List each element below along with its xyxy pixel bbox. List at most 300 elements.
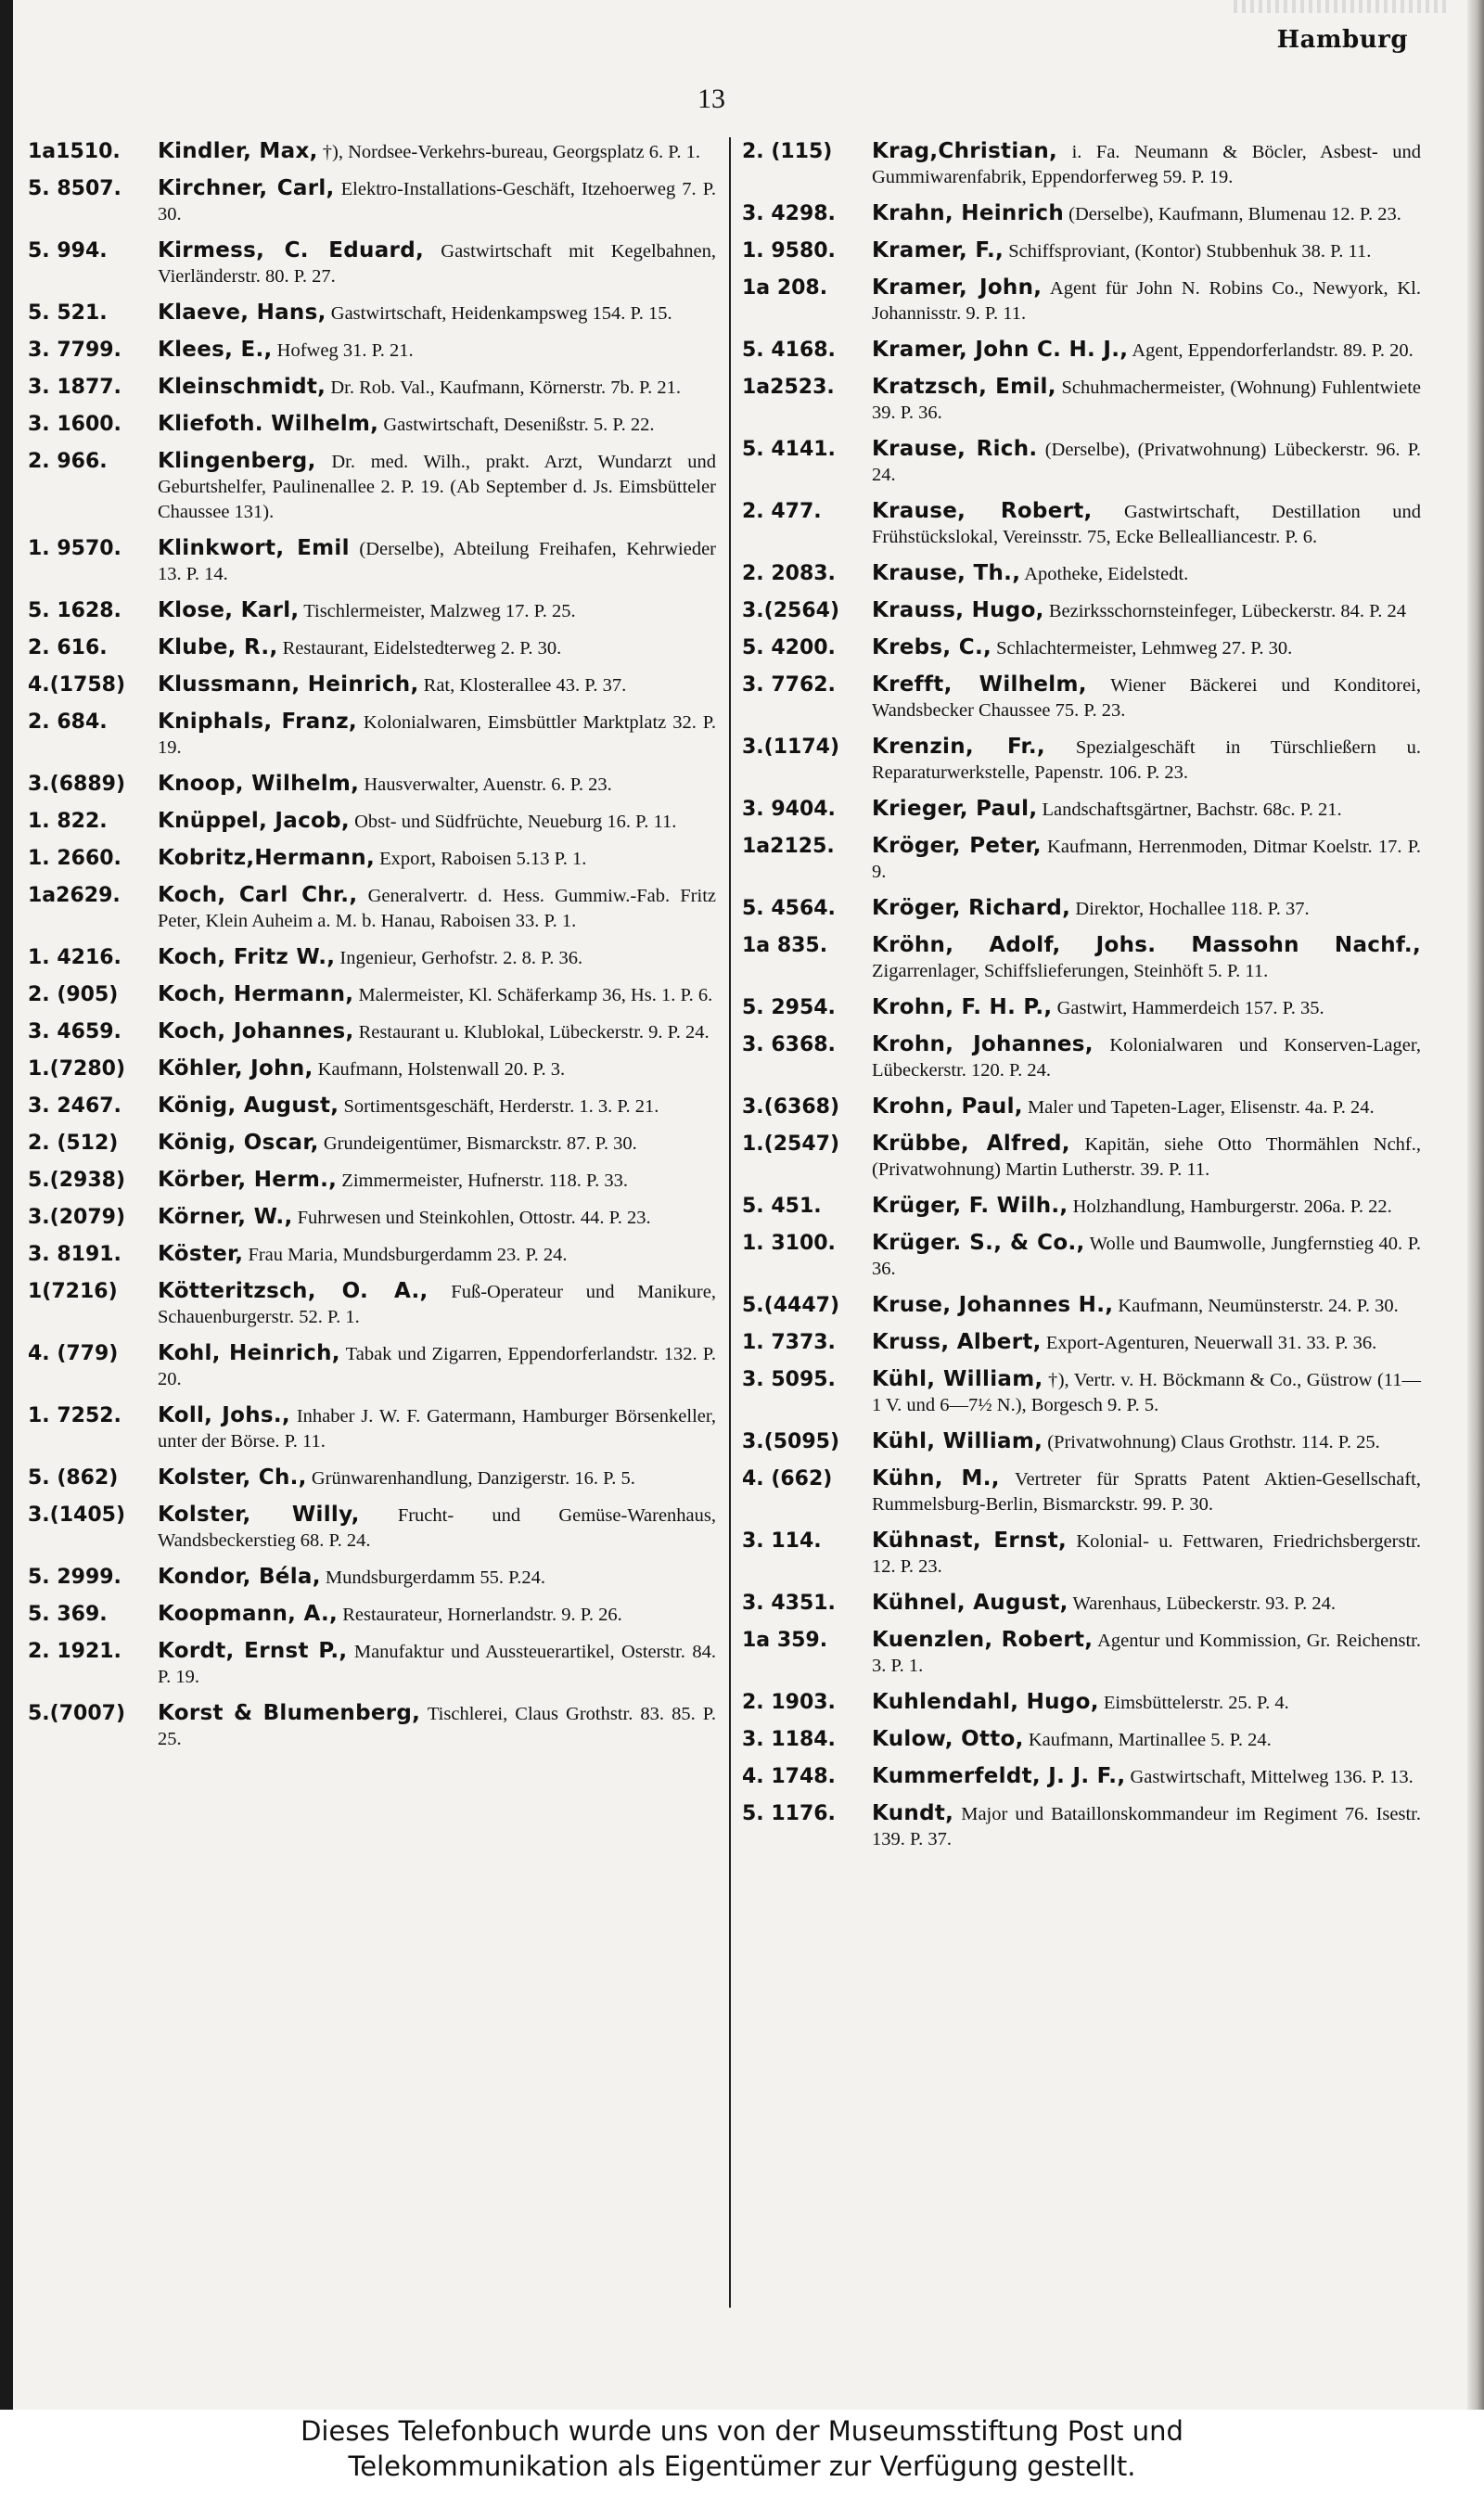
phone-number: 5. 4564. xyxy=(742,897,836,920)
directory-entry xyxy=(28,176,716,227)
subscriber-name: Kordt, Ernst P., xyxy=(158,1639,348,1663)
phone-number: 3.(2564) xyxy=(742,599,840,622)
entry-body xyxy=(872,1764,1421,1790)
entry-details: Kapitän, siehe Otto Thormählen Nchf., (Privatwohnung) Martin Lutherstr. 39. P. 11. xyxy=(872,1134,1421,1180)
phone-number: 2. 684. xyxy=(28,710,108,734)
directory-entry xyxy=(28,375,716,401)
phone-number: 1a 835. xyxy=(742,934,828,957)
directory-entry xyxy=(742,1367,1421,1418)
subscriber-name: Kobritz,Hermann, xyxy=(158,846,375,870)
subscriber-name: Kramer, F., xyxy=(872,238,1004,262)
running-head: Hamburg xyxy=(1276,26,1408,54)
entry-body xyxy=(872,201,1421,227)
entry-details: Eimsbüttelerstr. 25. P. 4. xyxy=(1098,1693,1289,1713)
phone-number: 5. 1628. xyxy=(28,599,122,622)
entry-body xyxy=(872,896,1421,922)
entry-body xyxy=(158,1168,716,1194)
phone-number: 1. 9570. xyxy=(28,537,122,560)
subscriber-name: Klinkwort, Emil xyxy=(158,536,350,560)
entry-details: Wiener Bäckerei und Konditorei, Wandsbecker Chaussee 75. P. 23. xyxy=(872,675,1421,721)
entry-details: Tabak und Zigarren, Eppendorferlandstr. 132. P. 20. xyxy=(158,1344,716,1389)
entry-details: Export-Agenturen, Neuerwall 31. 33. P. 36. xyxy=(1041,1333,1377,1353)
subscriber-name: Kühnast, Ernst, xyxy=(872,1529,1068,1553)
phone-number: 5. 451. xyxy=(742,1195,822,1218)
phone-number: 3.(2079) xyxy=(28,1206,126,1229)
subscriber-name: Kliefoth. Wilhelm, xyxy=(158,412,379,436)
directory-entry xyxy=(28,536,716,587)
subscriber-name: Kuenzlen, Robert, xyxy=(872,1628,1094,1652)
directory-entry xyxy=(742,1293,1421,1319)
phone-number: 2. 1921. xyxy=(28,1640,122,1663)
entry-details: Schlachtermeister, Lehmweg 27. P. 30. xyxy=(991,638,1293,659)
phone-number: 5. 994. xyxy=(28,239,108,262)
entry-body xyxy=(158,945,716,971)
entry-details: Kaufmann, Holstenwall 20. P. 3. xyxy=(313,1059,566,1080)
phone-number: 1. 4216. xyxy=(28,946,122,969)
entry-body xyxy=(872,1293,1421,1319)
entry-body xyxy=(158,710,716,761)
entry-body xyxy=(872,635,1421,661)
subscriber-name: Krohn, F. H. P., xyxy=(872,995,1053,1019)
subscriber-name: König, August, xyxy=(158,1094,339,1118)
phone-number: 1a1510. xyxy=(28,140,121,163)
subscriber-name: Koopmann, A., xyxy=(158,1602,339,1626)
directory-entry xyxy=(742,933,1421,984)
phone-number: 3. 1877. xyxy=(28,376,122,399)
phone-number: 2. (905) xyxy=(28,983,119,1006)
bleed-through xyxy=(1234,0,1447,13)
phone-number: 3. 5095. xyxy=(742,1368,836,1391)
phone-number: 3. 9404. xyxy=(742,798,836,821)
subscriber-name: Kirmess, C. Eduard, xyxy=(158,238,424,262)
subscriber-name: Knüppel, Jacob, xyxy=(158,809,350,833)
entry-details: Tischlermeister, Malzweg 17. P. 25. xyxy=(299,601,576,621)
entry-details: Hofweg 31. P. 21. xyxy=(272,340,414,361)
entry-body xyxy=(158,412,716,438)
directory-entry xyxy=(742,598,1421,624)
subscriber-name: Kötteritzsch, O. A., xyxy=(158,1279,429,1303)
entry-body xyxy=(872,1330,1421,1356)
entry-details: †), Nordsee-Verkehrs-bureau, Georgsplatz 6. P. 1. xyxy=(317,142,700,162)
footer-notice xyxy=(0,2410,1484,2495)
phone-number: 3. 114. xyxy=(742,1529,822,1553)
phone-number: 5. 369. xyxy=(28,1603,108,1626)
phone-number: 5. 2954. xyxy=(742,996,836,1019)
directory-entry xyxy=(28,1341,716,1392)
phone-number: 2. 966. xyxy=(28,450,108,473)
subscriber-name: Kühl, William, xyxy=(872,1367,1043,1391)
directory-entry xyxy=(742,1231,1421,1282)
subscriber-name: Kohl, Heinrich, xyxy=(158,1341,340,1365)
phone-number: 3.(6368) xyxy=(742,1095,840,1119)
directory-entry xyxy=(28,809,716,835)
subscriber-name: Kröger, Peter, xyxy=(872,834,1042,858)
entry-body xyxy=(158,672,716,698)
entry-details: Frau Maria, Mundsburgerdamm 23. P. 24. xyxy=(243,1245,568,1265)
entry-details: Mundsburgerdamm 55. P.24. xyxy=(320,1567,545,1588)
phone-number: 5. 521. xyxy=(28,301,108,325)
subscriber-name: Kruse, Johannes H., xyxy=(872,1293,1114,1317)
entry-body xyxy=(872,1466,1421,1517)
subscriber-name: Kratzsch, Emil, xyxy=(872,375,1056,399)
entry-body xyxy=(872,1032,1421,1083)
subscriber-name: Krebs, C., xyxy=(872,635,992,659)
subscriber-name: Kulow, Otto, xyxy=(872,1727,1024,1751)
page-edge-right xyxy=(1467,0,1484,2410)
entry-body xyxy=(872,797,1421,823)
entry-details: Frucht- und Gemüse-Warenhaus, Wandsbeckerstieg 68. P. 24. xyxy=(158,1505,716,1551)
phone-number: 5. 4141. xyxy=(742,438,836,461)
entry-body xyxy=(158,536,716,587)
phone-number: 3.(5095) xyxy=(742,1430,840,1453)
entry-details: Malermeister, Kl. Schäferkamp 36, Hs. 1. P. 6. xyxy=(353,985,713,1005)
subscriber-name: Krause, Th., xyxy=(872,561,1021,585)
phone-number: 5.(4447) xyxy=(742,1294,840,1317)
entry-details: Restaurant u. Klublokal, Lübeckerstr. 9. P. 24. xyxy=(353,1022,710,1043)
entry-body xyxy=(158,1503,716,1554)
directory-entry xyxy=(742,375,1421,426)
subscriber-name: Kröhn, Adolf, Johs. Massohn Nachf., xyxy=(872,933,1421,957)
entry-body xyxy=(158,1279,716,1330)
phone-number: 2. 2083. xyxy=(742,562,836,585)
entry-body xyxy=(872,1529,1421,1580)
entry-body xyxy=(158,1701,716,1752)
entry-details: Tischlerei, Claus Grothstr. 83. 85. P. 25. xyxy=(158,1704,716,1749)
phone-number: 5. 4200. xyxy=(742,636,836,659)
entry-details: Kolonial- u. Fettwaren, Friedrichsbergerstr. 12. P. 23. xyxy=(872,1531,1421,1577)
entry-details: Generalvertr. d. Hess. Gummiw.-Fab. Fritz Peter, Klein Auheim a. M. b. Hanau, Raboisen 33. P. 1. xyxy=(158,886,716,931)
directory-entry xyxy=(28,1503,716,1554)
subscriber-name: Krübbe, Alfred, xyxy=(872,1132,1070,1156)
phone-number: 1.(7280) xyxy=(28,1057,126,1081)
entry-body xyxy=(158,1056,716,1082)
directory-entry xyxy=(742,1591,1421,1617)
entry-details: Dr. Rob. Val., Kaufmann, Körnerstr. 7b. P. 21. xyxy=(326,377,682,398)
entry-body xyxy=(158,301,716,326)
phone-number: 3. 1184. xyxy=(742,1728,836,1751)
entry-details: Gastwirtschaft, Mittelweg 136. P. 13. xyxy=(1125,1767,1414,1787)
phone-number: 1. 7252. xyxy=(28,1404,122,1427)
directory-entry xyxy=(28,846,716,872)
directory-entry xyxy=(28,883,716,934)
entry-body xyxy=(158,375,716,401)
directory-entry xyxy=(742,995,1421,1021)
entry-details: Apotheke, Eidelstedt. xyxy=(1020,564,1189,584)
subscriber-name: Köster, xyxy=(158,1242,244,1266)
phone-number: 4.(1758) xyxy=(28,673,126,697)
directory-entry xyxy=(28,338,716,364)
entry-details: Grünwarenhandlung, Danzigerstr. 16. P. 5. xyxy=(306,1468,635,1489)
subscriber-name: Krag,Christian, xyxy=(872,139,1058,163)
subscriber-name: Koch, Fritz W., xyxy=(158,945,336,969)
phone-number: 1a2125. xyxy=(742,835,835,858)
entry-details: (Derselbe), Abteilung Freihafen, Kehrwieder 13. P. 14. xyxy=(158,539,716,584)
subscriber-name: Kundt, xyxy=(872,1801,954,1825)
phone-number: 1. 2660. xyxy=(28,847,122,870)
subscriber-name: Klees, E., xyxy=(158,338,273,362)
subscriber-name: Klussmann, Heinrich, xyxy=(158,672,419,697)
entry-details: Grundeigentümer, Bismarckstr. 87. P. 30. xyxy=(318,1133,637,1154)
directory-column-left xyxy=(28,139,716,1763)
entry-details: Gastwirtschaft mit Kegelbahnen, Vierländerstr. 80. P. 27. xyxy=(158,241,716,287)
phone-number: 4. (662) xyxy=(742,1467,833,1491)
directory-entry xyxy=(28,1465,716,1491)
phone-number: 3. 7762. xyxy=(742,673,836,697)
subscriber-name: Koch, Johannes, xyxy=(158,1019,354,1043)
entry-body xyxy=(158,809,716,835)
directory-entry xyxy=(742,437,1421,488)
phone-number: 3. 8191. xyxy=(28,1243,122,1266)
directory-entry xyxy=(742,1690,1421,1716)
entry-details: Rat, Klosterallee 43. P. 37. xyxy=(418,675,627,696)
entry-body xyxy=(158,598,716,624)
phone-number: 2. (512) xyxy=(28,1132,119,1155)
directory-entry xyxy=(28,1131,716,1157)
directory-entry xyxy=(742,275,1421,326)
directory-entry xyxy=(742,1727,1421,1753)
phone-number: 1.(2547) xyxy=(742,1132,840,1156)
page-edge-left xyxy=(0,0,13,2410)
entry-body xyxy=(872,834,1421,885)
entry-details: Ingenieur, Gerhofstr. 2. 8. P. 36. xyxy=(335,948,583,968)
entry-body xyxy=(872,1194,1421,1220)
directory-entry xyxy=(742,561,1421,587)
entry-body xyxy=(872,598,1421,624)
directory-entry xyxy=(28,710,716,761)
subscriber-name: Krefft, Wilhelm, xyxy=(872,672,1087,697)
directory-entry xyxy=(28,672,716,698)
entry-details: Maler und Tapeten-Lager, Elisenstr. 4a. P. 24. xyxy=(1022,1097,1375,1118)
subscriber-name: Kleinschmidt, xyxy=(158,375,326,399)
entry-body xyxy=(872,338,1421,364)
subscriber-name: Krieger, Paul, xyxy=(872,797,1038,821)
directory-entry xyxy=(742,1032,1421,1083)
entry-details: Landschaftsgärtner, Bachstr. 68c. P. 21. xyxy=(1037,800,1342,820)
directory-entry xyxy=(28,1701,716,1752)
subscriber-name: Klose, Karl, xyxy=(158,598,300,622)
entry-body xyxy=(158,176,716,227)
directory-entry xyxy=(742,338,1421,364)
directory-entry xyxy=(28,1019,716,1045)
directory-entry xyxy=(28,238,716,289)
directory-entry xyxy=(742,1330,1421,1356)
entry-details: Zimmermeister, Hufnerstr. 118. P. 33. xyxy=(337,1171,629,1191)
column-divider xyxy=(729,137,731,2308)
directory-entry xyxy=(28,412,716,438)
directory-entry xyxy=(28,982,716,1008)
directory-entry xyxy=(742,834,1421,885)
footer-line-1: Dieses Telefonbuch wurde uns von der Museumsstiftung Post und xyxy=(301,2415,1183,2447)
entry-body xyxy=(872,1231,1421,1282)
directory-entry xyxy=(28,1056,716,1082)
phone-number: 3. 4659. xyxy=(28,1020,122,1043)
entry-body xyxy=(158,139,716,165)
entry-body xyxy=(872,735,1421,786)
directory-entry xyxy=(28,1242,716,1268)
phone-number: 5. 4168. xyxy=(742,339,836,362)
phone-number: 2. (115) xyxy=(742,140,833,163)
entry-details: Zigarrenlager, Schiffslieferungen, Steinhöft 5. P. 11. xyxy=(872,961,1269,981)
subscriber-name: Kummerfeldt, J. J. F., xyxy=(872,1764,1126,1788)
entry-details: Inhaber J. W. F. Gatermann, Hamburger Börsenkeller, unter der Börse. P. 11. xyxy=(158,1406,717,1452)
phone-number: 3. 2467. xyxy=(28,1094,122,1118)
entry-details: Fuhrwesen und Steinkohlen, Ottostr. 44. P. 23. xyxy=(292,1208,651,1228)
subscriber-name: Körber, Herm., xyxy=(158,1168,338,1192)
subscriber-name: Klube, R., xyxy=(158,635,278,659)
entry-details: Wolle und Baumwolle, Jungfernstieg 40. P. 36. xyxy=(872,1234,1422,1279)
entry-details: Holzhandlung, Hamburgerstr. 206a. P. 22. xyxy=(1068,1196,1392,1217)
subscriber-name: Kühnel, August, xyxy=(872,1591,1068,1615)
entry-details: (Privatwohnung) Claus Grothstr. 114. P. 25. xyxy=(1043,1432,1380,1452)
entry-body xyxy=(872,1628,1421,1679)
entry-body xyxy=(872,1094,1421,1120)
subscriber-name: Klingenberg, xyxy=(158,449,316,473)
entry-details: Gastwirt, Hammerdeich 157. P. 35. xyxy=(1052,998,1324,1018)
footer-line-2: Telekommunikation als Eigentümer zur Verfügung gestellt. xyxy=(348,2450,1136,2482)
entry-details: Restaurant, Eidelstedterweg 2. P. 30. xyxy=(277,638,562,659)
directory-entry xyxy=(742,735,1421,786)
phone-number: 1. 3100. xyxy=(742,1232,836,1255)
directory-entry xyxy=(28,1205,716,1231)
entry-details: Obst- und Südfrüchte, Neueburg 16. P. 11. xyxy=(349,812,677,832)
subscriber-name: Kindler, Max, xyxy=(158,139,318,163)
subscriber-name: Krahn, Heinrich xyxy=(872,201,1065,225)
subscriber-name: Koll, Johs., xyxy=(158,1403,290,1427)
phone-number: 3. 4298. xyxy=(742,202,836,225)
subscriber-name: Krohn, Johannes, xyxy=(872,1032,1094,1056)
directory-entry xyxy=(28,1602,716,1628)
entry-body xyxy=(158,449,716,525)
phone-number: 1a2523. xyxy=(742,376,835,399)
subscriber-name: Koch, Carl Chr., xyxy=(158,883,358,907)
entry-body xyxy=(872,1132,1421,1183)
entry-body xyxy=(158,1341,716,1392)
entry-details: Kolonialwaren und Konserven-Lager, Lübeckerstr. 120. P. 24. xyxy=(872,1035,1421,1081)
subscriber-name: Krause, Robert, xyxy=(872,499,1093,523)
phone-number: 5. 8507. xyxy=(28,177,122,200)
entry-details: Dr. med. Wilh., prakt. Arzt, Wundarzt und Geburtshelfer, Paulinenallee 2. P. 19. (Ab September d. Js. Eimsbütteler Chaussee 131). xyxy=(158,452,716,522)
phone-number: 2. 616. xyxy=(28,636,108,659)
entry-body xyxy=(872,933,1421,984)
phone-number: 5.(7007) xyxy=(28,1702,126,1725)
entry-details: Kaufmann, Neumünsterstr. 24. P. 30. xyxy=(1113,1296,1399,1316)
directory-entry xyxy=(28,1094,716,1120)
phone-number: 2. 1903. xyxy=(742,1691,836,1714)
subscriber-name: Krüger, F. Wilh., xyxy=(872,1194,1068,1218)
phone-number: 2. 477. xyxy=(742,500,822,523)
entry-details: Kolonialwaren, Eimsbüttler Marktplatz 32. P. 19. xyxy=(158,712,716,758)
directory-entry xyxy=(742,635,1421,661)
entry-body xyxy=(158,883,716,934)
subscriber-name: Krohn, Paul, xyxy=(872,1094,1023,1119)
directory-entry xyxy=(742,499,1421,550)
entry-body xyxy=(872,1367,1421,1418)
subscriber-name: Kolster, Willy, xyxy=(158,1503,360,1527)
directory-entry xyxy=(742,672,1421,723)
directory-entry xyxy=(28,1168,716,1194)
subscriber-name: Kramer, John C. H. J., xyxy=(872,338,1129,362)
subscriber-name: Kondor, Béla, xyxy=(158,1565,321,1589)
directory-entry xyxy=(28,449,716,525)
directory-entry xyxy=(742,1801,1421,1852)
phone-number: 3. 4351. xyxy=(742,1592,836,1615)
entry-body xyxy=(158,772,716,798)
entry-body xyxy=(872,561,1421,587)
entry-details: Fuß-Operateur und Manikure, Schauenburgerstr. 52. P. 1. xyxy=(158,1282,716,1327)
phone-number: 5.(2938) xyxy=(28,1169,126,1192)
subscriber-name: König, Oscar, xyxy=(158,1131,319,1155)
subscriber-name: Krenzin, Fr., xyxy=(872,735,1045,759)
entry-details: Vertreter für Spratts Patent Aktien-Gesellschaft, Rummelsburg-Berlin, Bismarckstr. 99. P. 30. xyxy=(872,1469,1421,1515)
directory-entry xyxy=(28,301,716,326)
entry-details: Schuhmachermeister, (Wohnung) Fuhlentwiete 39. P. 36. xyxy=(872,377,1421,423)
entry-body xyxy=(872,1591,1421,1617)
directory-entry xyxy=(28,139,716,165)
entry-details: Manufaktur und Aussteuerartikel, Osterstr. 84. P. 19. xyxy=(158,1642,716,1687)
entry-body xyxy=(158,1465,716,1491)
entry-details: Restaurateur, Hornerlandstr. 9. P. 26. xyxy=(338,1605,622,1625)
subscriber-name: Körner, W., xyxy=(158,1205,293,1229)
entry-body xyxy=(872,672,1421,723)
entry-details: Agent, Eppendorferlandstr. 89. P. 20. xyxy=(1128,340,1414,361)
subscriber-name: Klaeve, Hans, xyxy=(158,301,326,325)
phone-number: 3.(1174) xyxy=(742,736,840,759)
entry-body xyxy=(872,1429,1421,1455)
directory-entry xyxy=(742,896,1421,922)
entry-body xyxy=(158,1565,716,1591)
entry-details: Export, Raboisen 5.13 P. 1. xyxy=(375,849,587,869)
page-number: 13 xyxy=(697,83,725,114)
directory-column-right xyxy=(742,139,1421,1863)
subscriber-name: Krause, Rich. xyxy=(872,437,1038,461)
entry-details: (Derselbe), (Privatwohnung) Lübeckerstr. 96. P. 24. xyxy=(872,440,1421,485)
directory-entry xyxy=(742,1466,1421,1517)
entry-body xyxy=(158,1242,716,1268)
entry-details: Direktor, Hochallee 118. P. 37. xyxy=(1070,899,1310,919)
entry-body xyxy=(872,1690,1421,1716)
directory-entry xyxy=(742,1429,1421,1455)
directory-entry xyxy=(742,1132,1421,1183)
entry-body xyxy=(158,238,716,289)
directory-entry xyxy=(28,598,716,624)
entry-details: Gastwirtschaft, Destillation und Frühstückslokal, Vereinsstr. 75, Ecke Bellealliancestr. P. 6. xyxy=(872,502,1422,547)
entry-details: †), Vertr. v. H. Böckmann & Co., Güstrow (11—1 V. und 6—7½ N.), Borgesch 9. P. 5. xyxy=(872,1370,1422,1415)
subscriber-name: Kuhlendahl, Hugo, xyxy=(872,1690,1099,1714)
entry-body xyxy=(872,1801,1421,1852)
entry-details: Sortimentsgeschäft, Herderstr. 1. 3. P. 21. xyxy=(339,1096,659,1117)
entry-body xyxy=(872,499,1421,550)
phone-number: 3.(6889) xyxy=(28,773,126,796)
subscriber-name: Kruss, Albert, xyxy=(872,1330,1042,1354)
entry-details: Spezialgeschäft in Türschließern u. Reparaturwerkstelle, Papenstr. 106. P. 23. xyxy=(872,737,1421,783)
directory-entry xyxy=(742,1764,1421,1790)
directory-entry xyxy=(742,201,1421,227)
directory-entry xyxy=(742,1628,1421,1679)
directory-entry xyxy=(28,1639,716,1690)
directory-entry xyxy=(742,1194,1421,1220)
entry-details: (Derselbe), Kaufmann, Blumenau 12. P. 23. xyxy=(1064,204,1401,224)
entry-body xyxy=(872,275,1421,326)
subscriber-name: Krauss, Hugo, xyxy=(872,598,1044,622)
phone-number: 3.(1405) xyxy=(28,1503,126,1527)
directory-entry xyxy=(28,1279,716,1330)
entry-body xyxy=(158,1019,716,1045)
subscriber-name: Koch, Hermann, xyxy=(158,982,354,1006)
entry-body xyxy=(158,1094,716,1120)
phone-number: 5. 1176. xyxy=(742,1802,836,1825)
entry-body xyxy=(872,1727,1421,1753)
entry-body xyxy=(872,375,1421,426)
